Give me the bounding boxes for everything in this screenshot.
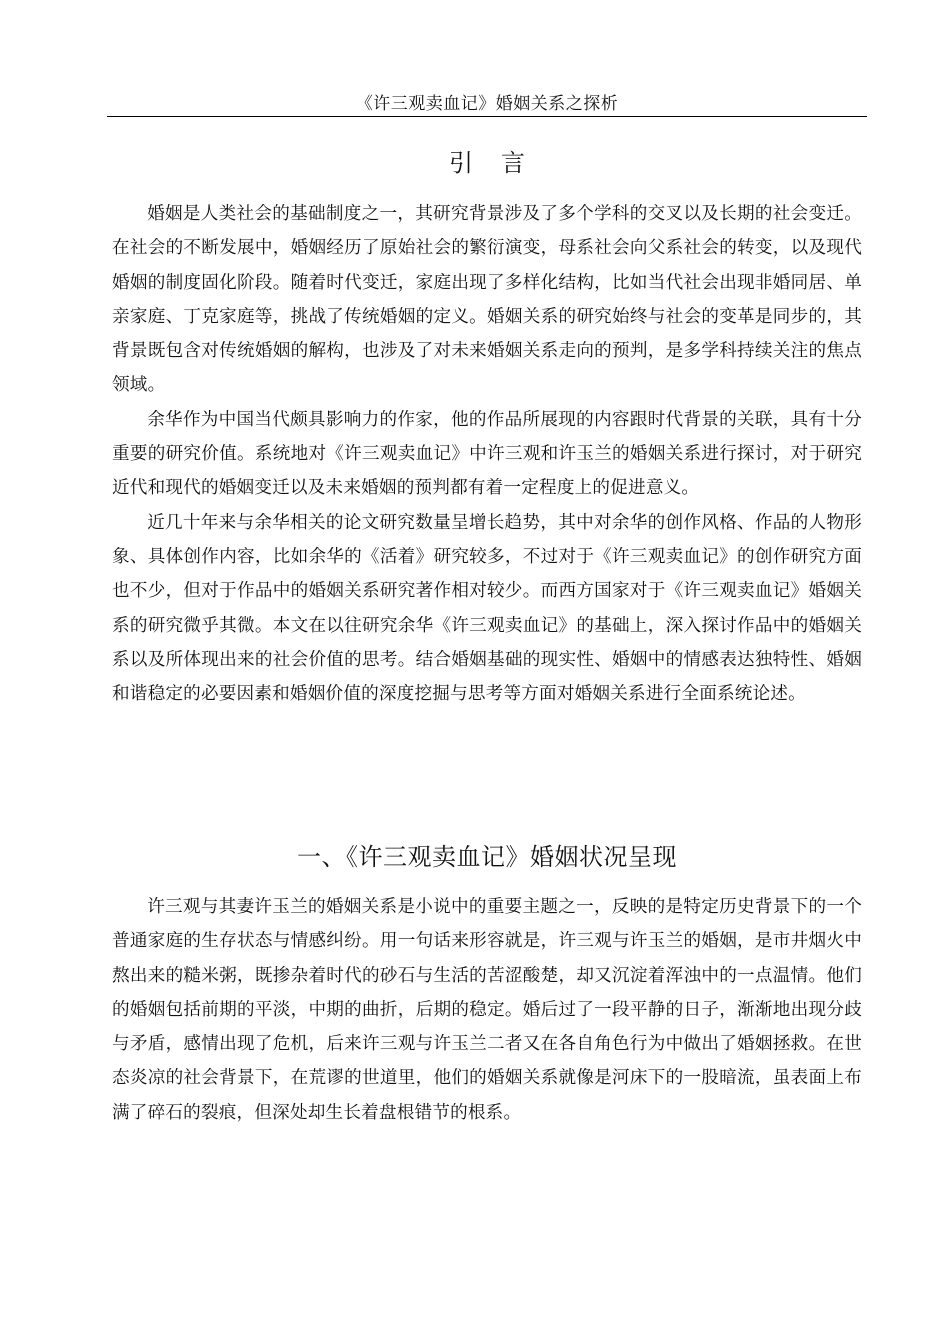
section-one-paragraph: 许三观与其妻许玉兰的婚姻关系是小说中的重要主题之一，反映的是特定历史背景下的一个普通家庭的生存状态与情感纠纷。用一句话来形容就是，许三观与许玉兰的婚姻，是市井烟火中熬出来的糙米粥，既掺杂着时代的砂石与生活的苦涩酸楚，却又沉淀着浑浊中的一点温情。他们的婚姻包括前期的平淡，中期的曲折，后期的稳定。婚后过了一段平静的日子，渐渐地出现分歧与矛盾，感情出现了危机，后来许三观与许玉兰二者又在各自角色行为中做出了婚姻拯救。在世态炎凉的社会背景下，在荒谬的世道里，他们的婚姻关系就像是河床下的一股暗流，虽表面上布满了碎石的裂痕，但深处却生长着盘根错节的根系。	[112, 897, 862, 1123]
header-rule	[107, 116, 867, 117]
running-header: 《许三观卖血记》婚姻关系之探析	[355, 94, 619, 114]
intro-title: 引言	[449, 149, 553, 177]
intro-paragraph: 近几十年来与余华相关的论文研究数量呈增长趋势，其中对余华的创作风格、作品的人物形象、具体创作内容，比如余华的《活着》研究较多，不过对于《许三观卖血记》的创作研究方面也不少，但对于作品中的婚姻关系研究著作相对较少。而西方国家对于《许三观卖血记》婚姻关系的研究微乎其微。本文在以往研究余华《许三观卖血记》的基础上，深入探讨作品中的婚姻关系以及所体现出来的社会价值的思考。结合婚姻基础的现实性、婚姻中的情感表达独特性、婚姻和谐稳定的必要因素和婚姻价值的深度挖掘与思考等方面对婚姻关系进行全面系统论述。	[112, 512, 862, 705]
section-one-body	[112, 890, 862, 1130]
section-one-title: 一、《许三观卖血记》婚姻状况呈现	[297, 843, 677, 871]
intro-paragraph: 婚姻是人类社会的基础制度之一，其研究背景涉及了多个学科的交叉以及长期的社会变迁。在社会的不断发展中，婚姻经历了原始社会的繁衍演变，母系社会向父系社会的转变，以及现代婚姻的制度固化阶段。随着时代变迁，家庭出现了多样化结构，比如当代社会出现非婚同居、单亲家庭、丁克家庭等，挑战了传统婚姻的定义。婚姻关系的研究始终与社会的变革是同步的，其背景既包含对传统婚姻的解构，也涉及了对未来婚姻关系走向的预判，是多学科持续关注的焦点领域。	[112, 204, 862, 396]
intro-paragraph: 余华作为中国当代颇具影响力的作家，他的作品所展现的内容跟时代背景的关联，具有十分重要的研究价值。系统地对《许三观卖血记》中许三观和许玉兰的婚姻关系进行探讨，对于研究近代和现代的婚姻变迁以及未来婚姻的预判都有着一定程度上的促进意义。	[112, 409, 862, 499]
intro-body	[112, 197, 862, 711]
